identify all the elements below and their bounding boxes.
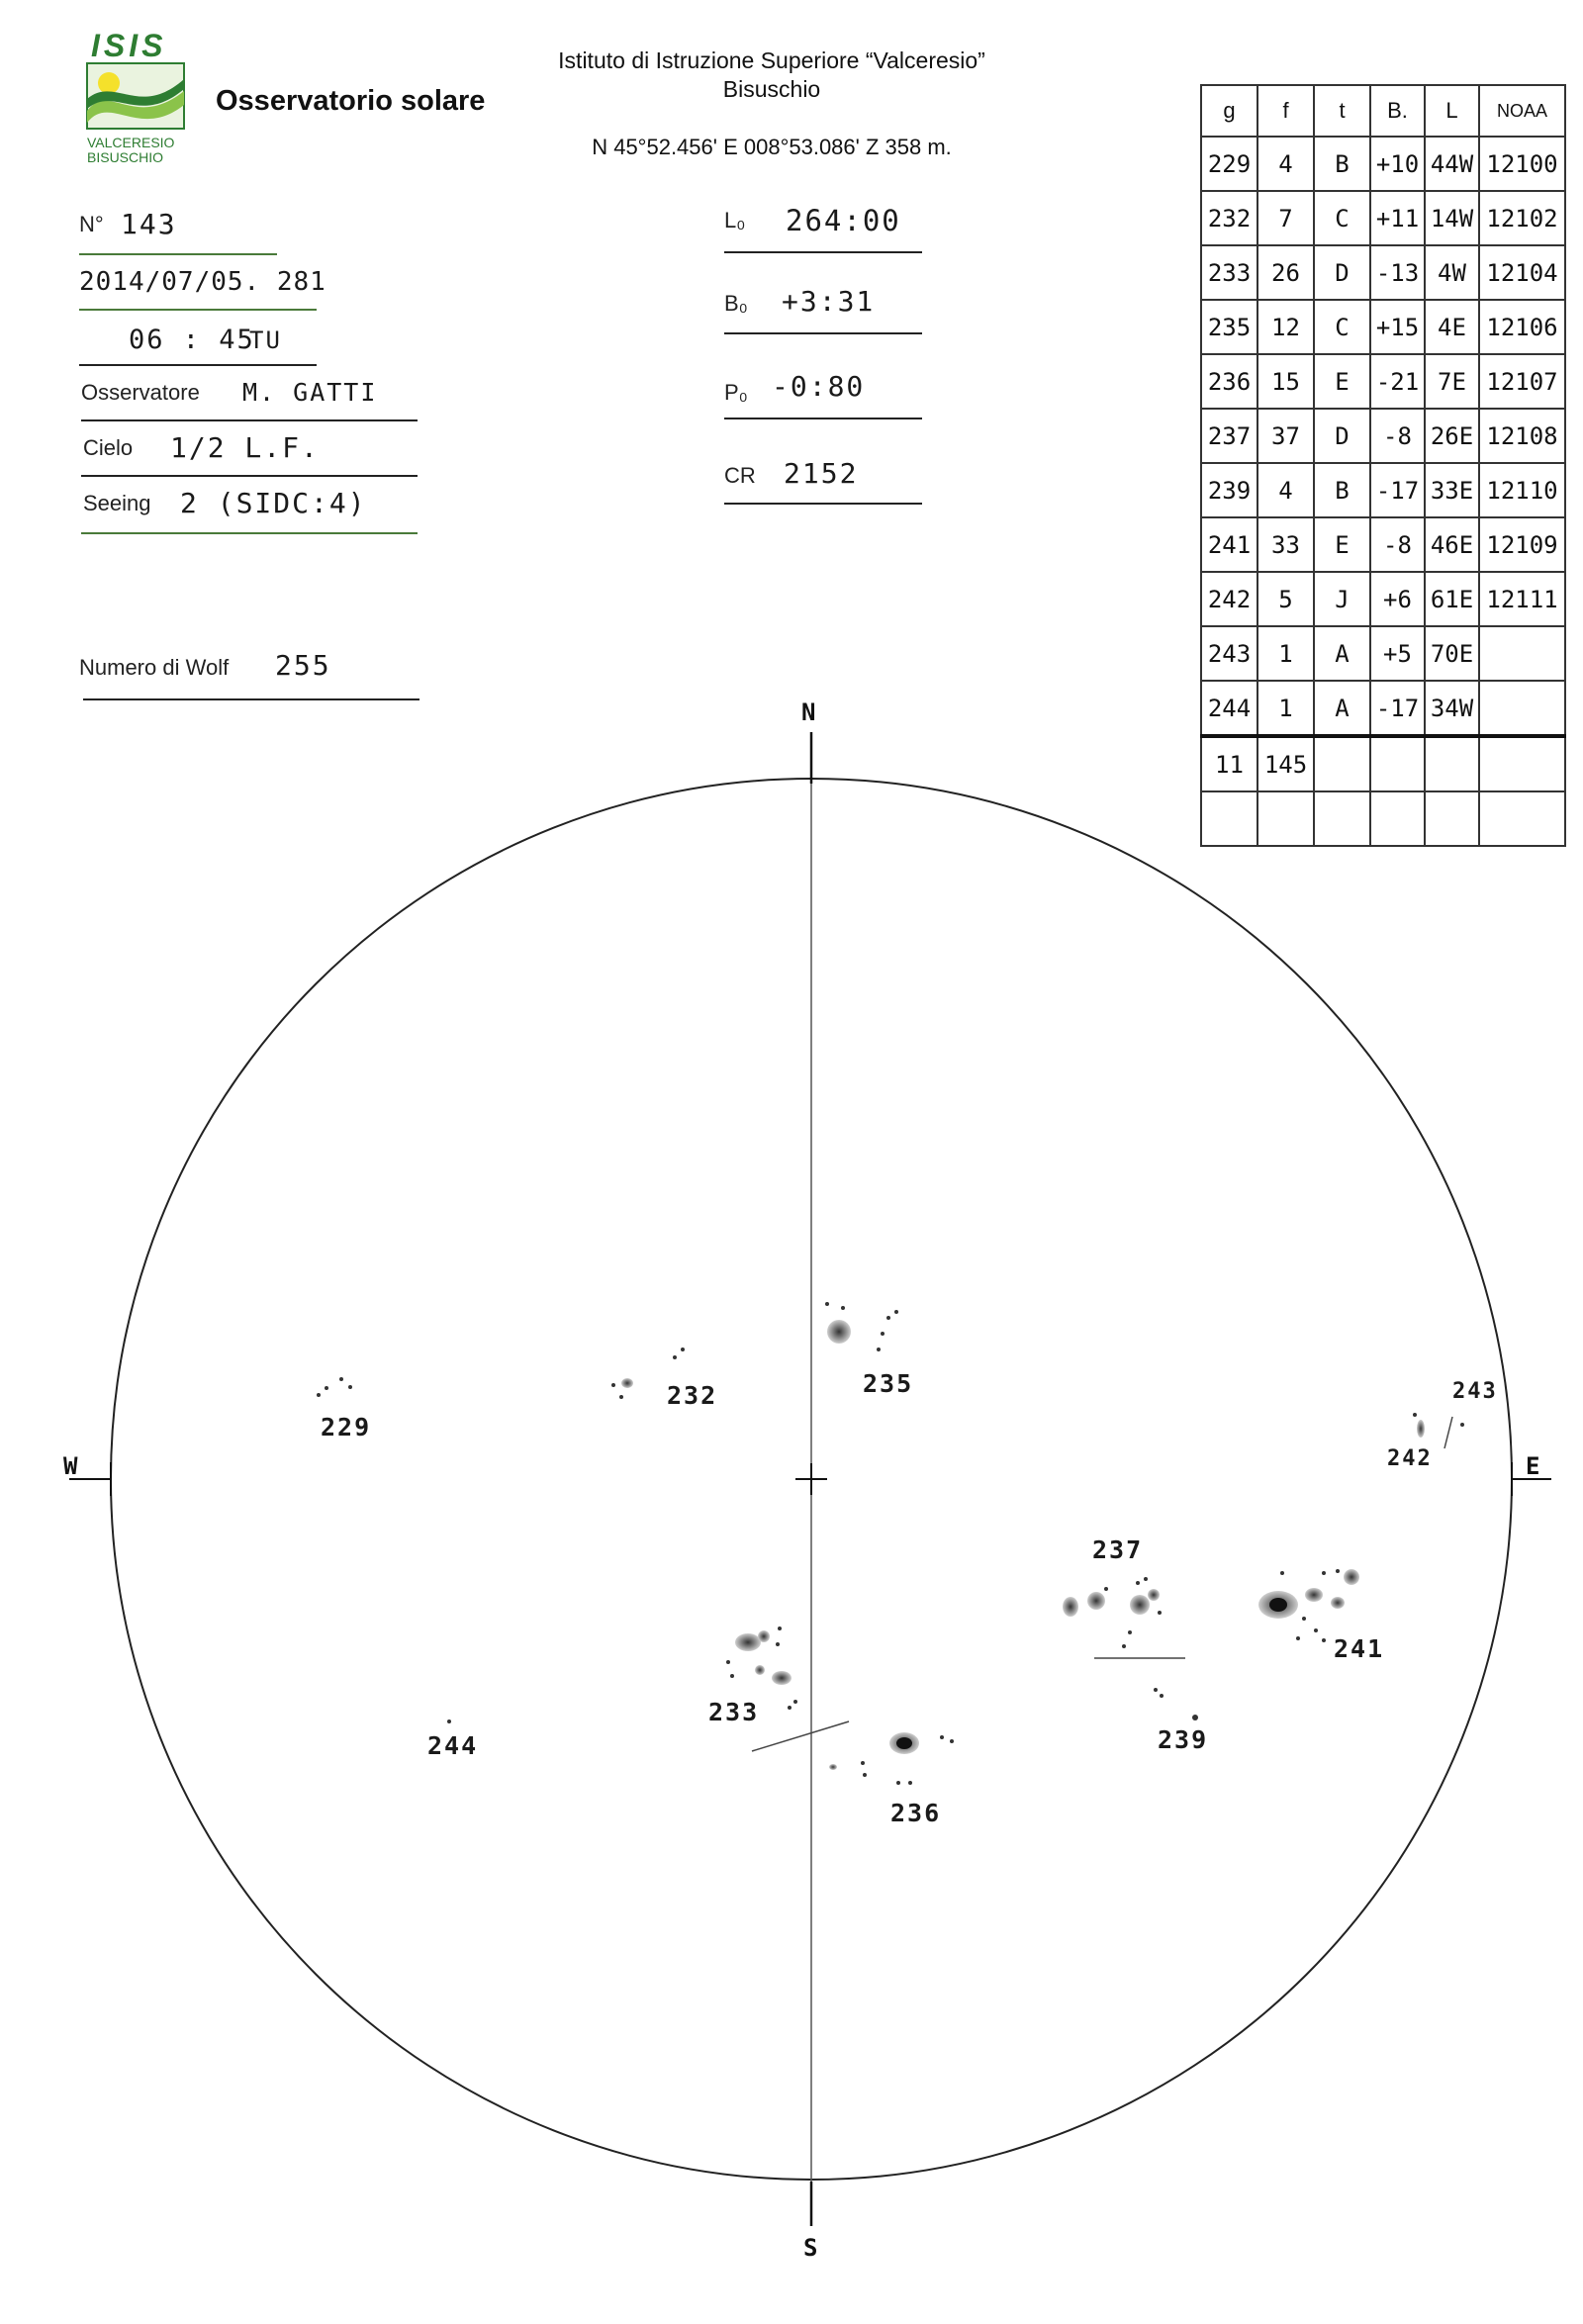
east-label: E <box>1526 1452 1540 1480</box>
table-cell: 12104 <box>1479 245 1565 300</box>
observer-value: M. GATTI <box>242 378 378 407</box>
institute-town: Bisuschio <box>722 76 821 102</box>
table-cell: 7E <box>1425 354 1479 409</box>
north-label: N <box>801 698 816 726</box>
south-label: S <box>803 2234 818 2262</box>
sunspot-group-229 <box>317 1377 352 1397</box>
table-cell: 244 <box>1201 681 1257 736</box>
table-cell: 37 <box>1257 409 1314 463</box>
table-cell: -13 <box>1370 245 1425 300</box>
table-cell: 12110 <box>1479 463 1565 517</box>
logo-subtitle-line1: VALCERESIO <box>87 135 175 150</box>
sky-value: 1/2 L.F. <box>170 431 320 464</box>
logo-text: ISIS <box>91 28 167 63</box>
seeing-value: 2 (SIDC:4) <box>180 487 367 519</box>
table-cell: 12100 <box>1479 137 1565 191</box>
table-cell: 243 <box>1201 626 1257 681</box>
carrington-rotation-value: 2152 <box>784 457 859 490</box>
group-label-229: 229 <box>321 1413 372 1441</box>
table-cell: 33E <box>1425 463 1479 517</box>
sunspot-group-243 <box>1460 1423 1464 1427</box>
b0-value: +3:31 <box>782 285 876 318</box>
table-cell: J <box>1314 572 1370 626</box>
group-label-237: 237 <box>1092 1535 1144 1564</box>
table-cell: 12106 <box>1479 300 1565 354</box>
table-cell: 26 <box>1257 245 1314 300</box>
table-cell: +6 <box>1370 572 1425 626</box>
observation-date: 2014/07/05. 281 <box>79 267 326 297</box>
table-cell: 236 <box>1201 354 1257 409</box>
table-cell: 4W <box>1425 245 1479 300</box>
seeing-label: Seeing <box>83 491 151 515</box>
table-cell: E <box>1314 354 1370 409</box>
sunspot-group-239 <box>1154 1688 1198 1720</box>
institute-name: Istituto di Istruzione Superiore “Valceresio” <box>558 47 985 73</box>
table-cell: 229 <box>1201 137 1257 191</box>
table-cell: 46E <box>1425 517 1479 572</box>
table-cell: 12108 <box>1479 409 1565 463</box>
column-header-noaa: NOAA <box>1479 85 1565 137</box>
table-cell: 12102 <box>1479 191 1565 245</box>
column-header-spots: f <box>1257 85 1314 137</box>
table-cell: 145 <box>1257 736 1314 791</box>
table-cell: C <box>1314 300 1370 354</box>
column-header-type: t <box>1314 85 1370 137</box>
group-separator-line <box>752 1721 849 1751</box>
table-cell: E <box>1314 517 1370 572</box>
table-cell: +10 <box>1370 137 1425 191</box>
table-cell: 70E <box>1425 626 1479 681</box>
p0-value: -0:80 <box>772 370 866 403</box>
wolf-number-label: Numero di Wolf <box>79 655 230 680</box>
time-unit: TU <box>249 326 282 354</box>
page-title: Osservatorio solare <box>216 85 486 117</box>
west-label: W <box>63 1452 78 1480</box>
table-cell: D <box>1314 409 1370 463</box>
table-cell: A <box>1314 626 1370 681</box>
table-cell: 12109 <box>1479 517 1565 572</box>
group-label-233: 233 <box>708 1698 760 1726</box>
l0-value: 264:00 <box>786 204 901 237</box>
observer-label: Osservatore <box>81 380 200 405</box>
group-label-235: 235 <box>863 1369 914 1398</box>
column-header-group: g <box>1201 85 1257 137</box>
wolf-number-value: 255 <box>275 649 331 682</box>
table-cell: C <box>1314 191 1370 245</box>
sky-label: Cielo <box>83 435 134 460</box>
table-cell: -8 <box>1370 409 1425 463</box>
p0-label: P₀ <box>724 380 748 405</box>
sunspot-group-237 <box>1063 1577 1162 1648</box>
group-label-244: 244 <box>427 1731 479 1760</box>
observatory-coordinates: N 45°52.456' E 008°53.086' Z 358 m. <box>592 135 952 159</box>
table-cell: 11 <box>1201 736 1257 791</box>
table-cell: +11 <box>1370 191 1425 245</box>
group-separator-line <box>1444 1417 1452 1448</box>
table-cell: A <box>1314 681 1370 736</box>
number-value: 143 <box>121 208 177 240</box>
table-cell: -17 <box>1370 463 1425 517</box>
group-label-243: 243 <box>1452 1379 1498 1404</box>
table-cell: 4 <box>1257 463 1314 517</box>
table-cell: 44W <box>1425 137 1479 191</box>
table-cell: 14W <box>1425 191 1479 245</box>
table-cell: 232 <box>1201 191 1257 245</box>
l0-label: L₀ <box>724 208 746 232</box>
table-cell: -8 <box>1370 517 1425 572</box>
table-cell: 26E <box>1425 409 1479 463</box>
table-cell: 237 <box>1201 409 1257 463</box>
table-cell: +15 <box>1370 300 1425 354</box>
table-cell: -17 <box>1370 681 1425 736</box>
column-header-longitude: L <box>1425 85 1479 137</box>
table-cell: 34W <box>1425 681 1479 736</box>
table-cell: 239 <box>1201 463 1257 517</box>
table-cell: 15 <box>1257 354 1314 409</box>
sunspot-group-236 <box>829 1732 954 1785</box>
b0-label: B₀ <box>724 291 748 316</box>
table-cell: 12111 <box>1479 572 1565 626</box>
sunspot-group-244 <box>447 1720 451 1723</box>
table-cell: D <box>1314 245 1370 300</box>
table-cell: 7 <box>1257 191 1314 245</box>
table-cell: 33 <box>1257 517 1314 572</box>
group-label-241: 241 <box>1334 1634 1385 1663</box>
table-cell: 241 <box>1201 517 1257 572</box>
group-label-242: 242 <box>1387 1446 1433 1471</box>
number-label: N° <box>79 212 104 236</box>
table-cell: 4 <box>1257 137 1314 191</box>
table-cell: 1 <box>1257 681 1314 736</box>
table-cell: -21 <box>1370 354 1425 409</box>
table-cell: B <box>1314 137 1370 191</box>
table-cell: +5 <box>1370 626 1425 681</box>
table-cell: 5 <box>1257 572 1314 626</box>
table-cell: 233 <box>1201 245 1257 300</box>
table-cell: B <box>1314 463 1370 517</box>
observation-time: 06 : 45 <box>129 325 255 355</box>
sunspot-group-235 <box>825 1302 898 1351</box>
group-label-239: 239 <box>1158 1725 1209 1754</box>
table-cell: 235 <box>1201 300 1257 354</box>
sunspot-group-242 <box>1413 1413 1425 1438</box>
column-header-latitude: B. <box>1370 85 1425 137</box>
table-cell: 242 <box>1201 572 1257 626</box>
group-label-236: 236 <box>890 1799 942 1827</box>
carrington-rotation-label: CR <box>724 463 756 488</box>
sunspot-group-241 <box>1258 1569 1359 1642</box>
table-cell: 1 <box>1257 626 1314 681</box>
logo-subtitle-line2: BISUSCHIO <box>87 149 164 165</box>
table-cell: 12107 <box>1479 354 1565 409</box>
table-cell: 12 <box>1257 300 1314 354</box>
table-cell: 61E <box>1425 572 1479 626</box>
group-label-232: 232 <box>667 1381 718 1410</box>
table-cell: 4E <box>1425 300 1479 354</box>
